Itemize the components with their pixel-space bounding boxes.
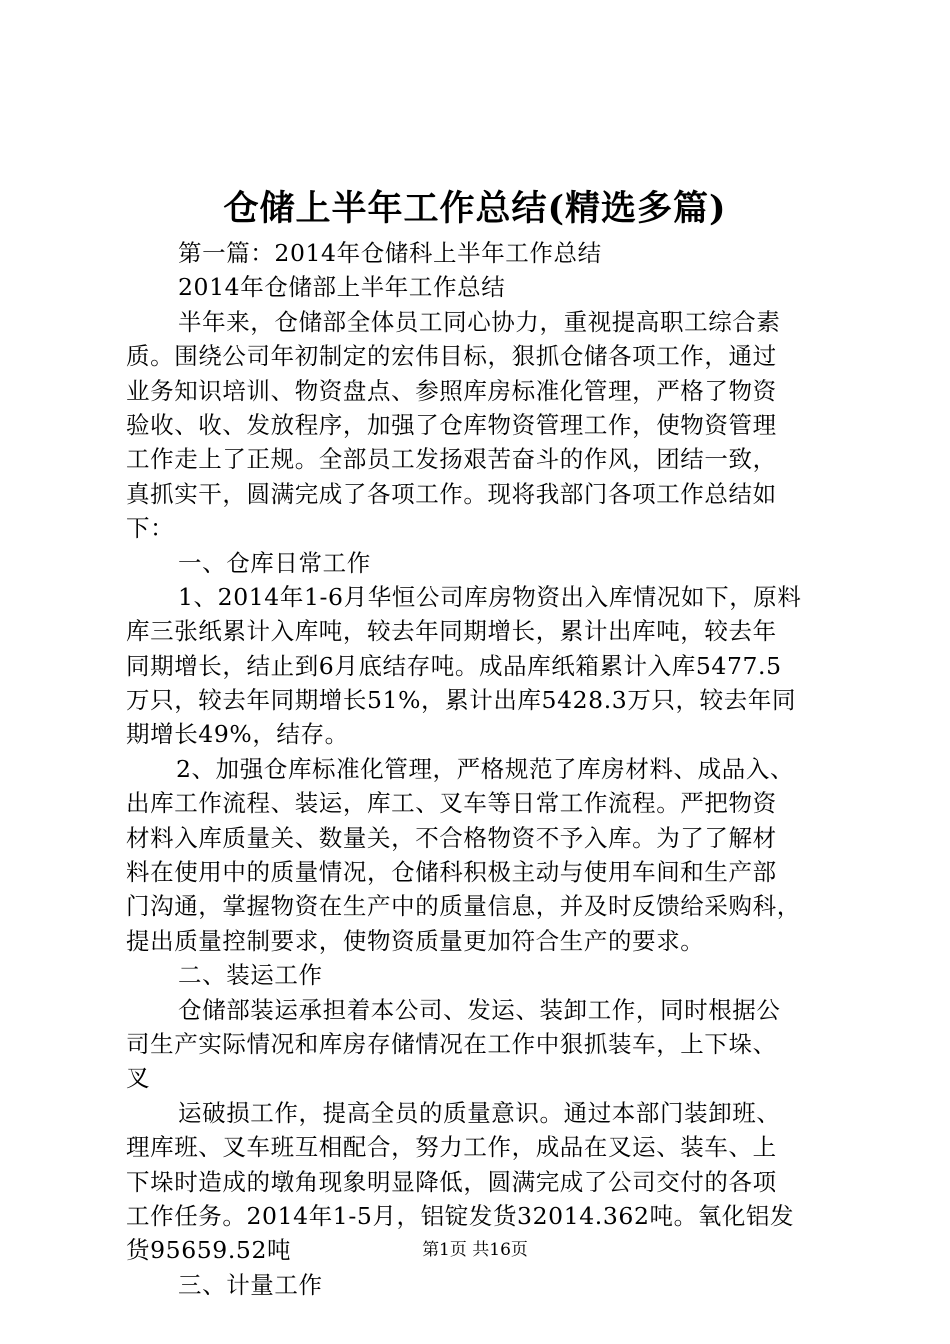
section-heading: 第一篇：2014年仓储科上半年工作总结 — [178, 239, 602, 267]
paragraph-line: 1、2014年1-6月华恒公司库房物资出入库情况如下，原料 — [178, 582, 802, 611]
paragraph-line: 出库工作流程、装运，库工、叉车等日常工作流程。严把物资 — [126, 789, 777, 818]
paragraph-line: 质。围绕公司年初制定的宏伟目标，狠抓仓储各项工作，通过 — [126, 342, 777, 371]
paragraph-line: 万只，较去年同期增长51%，累计出库5428.3万只，较去年同 — [126, 686, 797, 715]
document-body — [126, 236, 832, 1302]
paragraph-line: 半年来，仓储部全体员工同心协力，重视提高职工综合素 — [178, 307, 781, 336]
paragraph-line: 真抓实干，圆满完成了各项工作。现将我部门各项工作总结如 — [126, 479, 777, 508]
paragraph-line: 司生产实际情况和库房存储情况在工作中狠抓装车，上下垛、 — [126, 1029, 777, 1058]
paragraph-line: 料在使用中的质量情况，仓储科积极主动与使用车间和生产部 — [126, 858, 777, 887]
page-footer: 第1页 共16页 — [422, 1240, 528, 1260]
paragraph-line: 工作任务。2014年1-5月，铝锭发货32014.362吨。氧化铝发 — [126, 1201, 795, 1230]
paragraph-line: 工作走上了正规。全部员工发扬艰苦奋斗的作风，团结一致， — [126, 445, 777, 474]
paragraph-line: 运破损工作，提高全员的质量意识。通过本部门装卸班、 — [178, 1098, 781, 1127]
paragraph-line: 货95659.52吨 — [126, 1236, 292, 1265]
section-heading: 二、装运工作 — [178, 961, 323, 990]
paragraph-line: 验收、收、发放程序，加强了仓库物资管理工作，使物资管理 — [126, 410, 777, 439]
paragraph-line: 门沟通，掌握物资在生产中的质量信息，并及时反馈给采购科， — [126, 892, 801, 921]
subtitle: 2014年仓储部上半年工作总结 — [178, 273, 506, 302]
paragraph-line: 提出质量控制要求，使物资质量更加符合生产的要求。 — [126, 926, 705, 955]
paragraph-line: 下： — [126, 514, 175, 543]
paragraph-line: 期增长49%，结存。 — [126, 720, 349, 749]
paragraph-line: 库三张纸累计入库吨，较去年同期增长，累计出库吨，较去年 — [126, 617, 777, 646]
document-title: 仓储上半年工作总结(精选多篇) — [223, 188, 727, 229]
paragraph-line: 理库班、叉车班互相配合，努力工作，成品在叉运、装车、上 — [126, 1133, 777, 1162]
paragraph-line: 2、加强仓库标准化管理，严格规范了库房材料、成品入、 — [176, 754, 795, 783]
section-heading: 一、仓库日常工作 — [178, 548, 371, 577]
paragraph-line: 仓储部装运承担着本公司、发运、装卸工作，同时根据公 — [178, 995, 781, 1024]
paragraph-line: 叉 — [126, 1064, 151, 1093]
paragraph-line: 材料入库质量关、数量关，不合格物资不予入库。为了了解材 — [126, 823, 777, 852]
paragraph-line: 下垛时造成的墩角现象明显降低，圆满完成了公司交付的各项 — [126, 1167, 777, 1196]
paragraph-line: 业务知识培训、物资盘点、参照库房标准化管理，严格了物资 — [126, 376, 777, 405]
section-heading: 三、计量工作 — [178, 1270, 323, 1299]
paragraph-line: 同期增长，结止到6月底结存吨。成品库纸箱累计入库5477.5 — [126, 651, 782, 680]
